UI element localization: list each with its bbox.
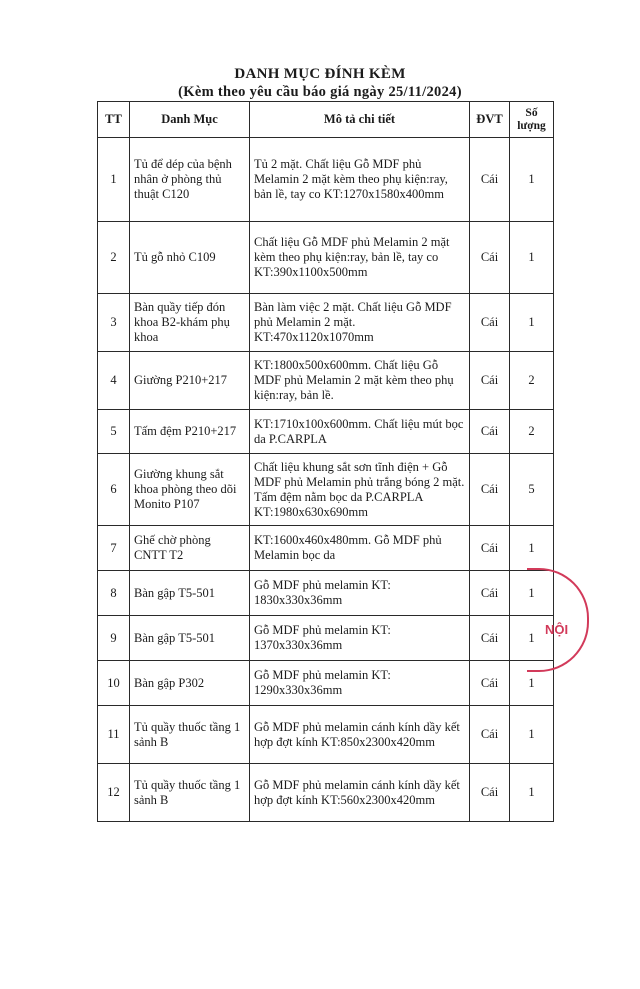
item-quantity: 1: [510, 661, 554, 706]
item-quantity: 1: [510, 571, 554, 616]
table-row: [98, 454, 554, 526]
item-name: Tủ để dép của bệnh nhân ở phòng thủ thuật C120: [130, 138, 250, 222]
table-row: [98, 526, 554, 571]
item-name: Giường P210+217: [130, 352, 250, 410]
item-unit: Cái: [470, 764, 510, 822]
table-row: [98, 706, 554, 764]
item-unit: Cái: [470, 526, 510, 571]
row-index: 7: [98, 526, 130, 571]
item-quantity: 2: [510, 410, 554, 454]
item-quantity: 1: [510, 222, 554, 294]
item-description: Gỗ MDF phủ melamin KT: 1290x330x36mm: [250, 661, 470, 706]
item-description: Chất liệu khung sắt sơn tĩnh điện + Gỗ MDF phủ Melamin phủ trắng bóng 2 mặt. Tấm đệm nằm bọc da P.CARPLA KT:1980x630x690mm: [250, 454, 470, 526]
document-title: DANH MỤC ĐÍNH KÈM: [234, 66, 406, 82]
item-description: Gỗ MDF phủ melamin KT: 1370x330x36mm: [250, 616, 470, 661]
item-quantity: 1: [510, 616, 554, 661]
table-row: [98, 138, 554, 222]
item-unit: Cái: [470, 616, 510, 661]
row-index: 11: [98, 706, 130, 764]
item-unit: Cái: [470, 661, 510, 706]
item-quantity: 1: [510, 764, 554, 822]
table-row: [98, 222, 554, 294]
row-index: 4: [98, 352, 130, 410]
item-name: Bàn gập T5-501: [130, 571, 250, 616]
item-name: Tấm đệm P210+217: [130, 410, 250, 454]
item-unit: Cái: [470, 294, 510, 352]
col-mo-ta: Mô tả chi tiết: [250, 102, 470, 138]
item-description: KT:1600x460x480mm. Gỗ MDF phủ Melamin bọc da: [250, 526, 470, 571]
document-subtitle: (Kèm theo yêu cầu báo giá ngày 25/11/2024): [178, 84, 462, 100]
item-description: Gỗ MDF phủ melamin cánh kính dầy kết hợp đợt kính KT:560x2300x420mm: [250, 764, 470, 822]
item-description: Chất liệu Gỗ MDF phủ Melamin 2 mặt kèm theo phụ kiện:ray, bản lề, tay co KT:390x1100x500mm: [250, 222, 470, 294]
col-tt: TT: [98, 102, 130, 138]
item-description: Tủ 2 mặt. Chất liệu Gỗ MDF phủ Melamin 2 mặt kèm theo phụ kiện:ray, bản lề, tay co KT:1270x1580x400mm: [250, 138, 470, 222]
item-name: Bàn gập T5-501: [130, 616, 250, 661]
table-row: [98, 661, 554, 706]
row-index: 9: [98, 616, 130, 661]
item-name: Tủ gỗ nhỏ C109: [130, 222, 250, 294]
item-description: Bàn làm việc 2 mặt. Chất liệu Gỗ MDF phủ Melamin 2 mặt. KT:470x1120x1070mm: [250, 294, 470, 352]
item-table: [97, 101, 554, 822]
item-unit: Cái: [470, 138, 510, 222]
table-row: [98, 294, 554, 352]
item-quantity: 1: [510, 706, 554, 764]
item-name: Tủ quầy thuốc tầng 1 sảnh B: [130, 706, 250, 764]
table-row: [98, 616, 554, 661]
row-index: 2: [98, 222, 130, 294]
row-index: 6: [98, 454, 130, 526]
item-quantity: 5: [510, 454, 554, 526]
row-index: 5: [98, 410, 130, 454]
item-unit: Cái: [470, 571, 510, 616]
item-name: Giường khung sắt khoa phòng theo dõi Monito P107: [130, 454, 250, 526]
item-unit: Cái: [470, 222, 510, 294]
stamp-text: NỘI: [545, 622, 569, 637]
row-index: 10: [98, 661, 130, 706]
item-quantity: 1: [510, 138, 554, 222]
table-row: [98, 410, 554, 454]
row-index: 8: [98, 571, 130, 616]
item-quantity: 1: [510, 526, 554, 571]
table-header-row: [98, 102, 554, 138]
row-index: 12: [98, 764, 130, 822]
item-unit: Cái: [470, 454, 510, 526]
item-description: KT:1800x500x600mm. Chất liệu Gỗ MDF phủ Melamin 2 mặt kèm theo phụ kiện:ray, bản lề.: [250, 352, 470, 410]
item-quantity: 2: [510, 352, 554, 410]
item-name: Tủ quầy thuốc tầng 1 sảnh B: [130, 764, 250, 822]
item-description: KT:1710x100x600mm. Chất liệu mút bọc da P.CARPLA: [250, 410, 470, 454]
col-danh-muc: Danh Mục: [130, 102, 250, 138]
item-unit: Cái: [470, 706, 510, 764]
col-dvt: ĐVT: [470, 102, 510, 138]
table-row: [98, 352, 554, 410]
item-name: Bàn gập P302: [130, 661, 250, 706]
table-row: [98, 571, 554, 616]
col-so-luong: Số lượng: [510, 102, 554, 138]
item-name: Bàn quầy tiếp đón khoa B2-khám phụ khoa: [130, 294, 250, 352]
item-description: Gỗ MDF phủ melamin KT: 1830x330x36mm: [250, 571, 470, 616]
row-index: 3: [98, 294, 130, 352]
table-row: [98, 764, 554, 822]
item-unit: Cái: [470, 352, 510, 410]
item-name: Ghế chờ phòng CNTT T2: [130, 526, 250, 571]
item-quantity: 1: [510, 294, 554, 352]
red-seal-stamp: [527, 568, 589, 672]
item-description: Gỗ MDF phủ melamin cánh kính dầy kết hợp đợt kính KT:850x2300x420mm: [250, 706, 470, 764]
row-index: 1: [98, 138, 130, 222]
item-unit: Cái: [470, 410, 510, 454]
